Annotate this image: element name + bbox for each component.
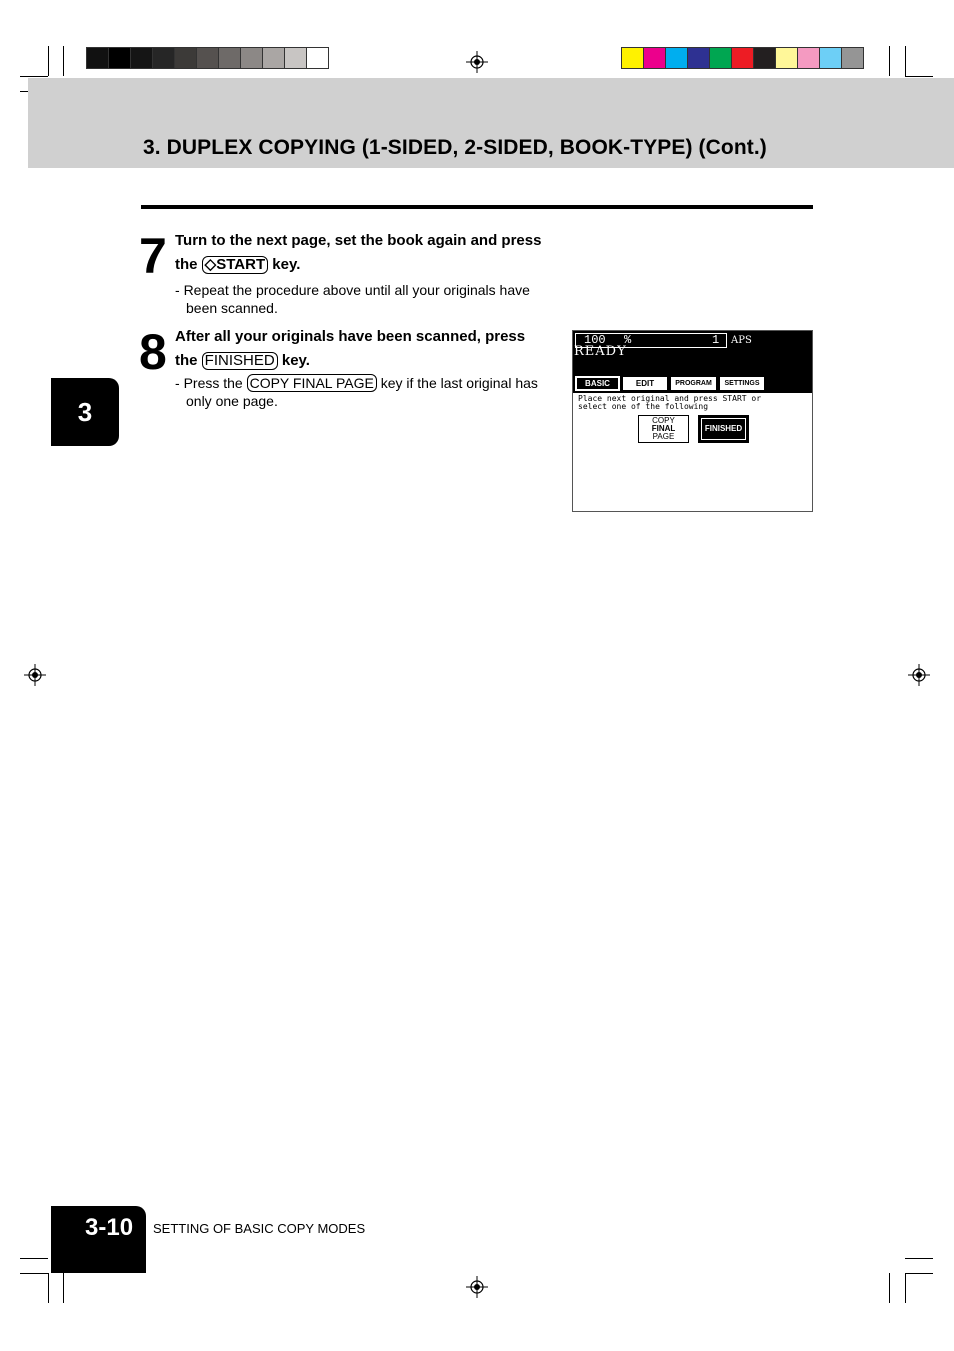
tab-edit[interactable]: EDIT xyxy=(623,377,667,390)
color-swatch xyxy=(109,48,130,68)
ready-status: READY xyxy=(574,344,627,359)
crop-mark xyxy=(20,76,48,77)
color-swatch xyxy=(175,48,196,68)
note-text: key if the last original has xyxy=(380,375,538,391)
note-text: been scanned. xyxy=(186,300,278,316)
step-title-text: After all your originals have been scanned, press xyxy=(175,328,526,345)
copy-count: 1 xyxy=(712,333,720,347)
crop-mark xyxy=(48,46,49,76)
chapter-tab: 3 xyxy=(51,378,119,446)
zoom-percent: % xyxy=(624,333,632,347)
step-note xyxy=(175,374,538,392)
footer-section-title: SETTING OF BASIC COPY MODES xyxy=(153,1221,366,1236)
crop-mark xyxy=(63,1273,64,1303)
color-swatch xyxy=(710,48,731,68)
start-key xyxy=(202,256,268,274)
bullet-dash: - xyxy=(175,282,180,298)
finished-button[interactable] xyxy=(698,415,749,443)
color-swatch xyxy=(307,48,328,68)
color-swatch xyxy=(666,48,687,68)
step-title-text: key. xyxy=(272,256,301,273)
color-swatch xyxy=(798,48,819,68)
note-text: Repeat the procedure above until all your originals have xyxy=(183,282,530,298)
crop-mark xyxy=(48,1273,49,1303)
start-key-label: START xyxy=(216,256,266,273)
color-swatch xyxy=(754,48,775,68)
crop-mark xyxy=(905,46,906,76)
color-swatch xyxy=(285,48,306,68)
step-title xyxy=(175,325,565,373)
color-swatch xyxy=(622,48,643,68)
tab-settings[interactable]: SETTINGS xyxy=(720,377,764,390)
step-title xyxy=(175,229,565,277)
registration-mark-icon xyxy=(908,664,930,686)
button-label: COPY xyxy=(652,416,675,425)
step-title-text: key. xyxy=(281,352,310,369)
zoom-value: 100 xyxy=(584,333,606,347)
control-panel-screen xyxy=(572,330,813,512)
screen-message xyxy=(578,395,761,411)
color-swatch xyxy=(842,48,863,68)
registration-mark-icon xyxy=(24,664,46,686)
crop-mark xyxy=(905,1273,906,1303)
step-title-text: the xyxy=(175,256,198,273)
note-text: Press the xyxy=(183,375,243,391)
crop-mark xyxy=(905,1273,933,1274)
bullet-dash: - xyxy=(175,375,180,391)
color-swatch xyxy=(644,48,665,68)
step-note xyxy=(175,281,530,299)
page-number: 3-10 xyxy=(51,1206,146,1273)
message-line: Place next original and press START or xyxy=(578,394,762,403)
color-swatch xyxy=(219,48,240,68)
button-label: PAGE xyxy=(652,432,675,441)
start-diamond-icon: ◇ xyxy=(204,256,217,273)
tab-program[interactable]: PROGRAM xyxy=(671,377,716,390)
crop-mark xyxy=(905,76,933,77)
color-swatch xyxy=(263,48,284,68)
copy-final-page-key: COPY FINAL PAGE xyxy=(247,374,377,392)
step-title-text: Turn to the next page, set the book again and press xyxy=(175,232,542,249)
color-swatch xyxy=(688,48,709,68)
page-title: 3. DUPLEX COPYING (1-SIDED, 2-SIDED, BOOK-TYPE) (Cont.) xyxy=(143,136,767,159)
tab-basic[interactable]: BASIC xyxy=(576,377,619,390)
color-swatch xyxy=(820,48,841,68)
crop-mark xyxy=(889,46,890,76)
crop-mark xyxy=(63,46,64,76)
crop-mark xyxy=(20,1258,48,1259)
screen-status-area xyxy=(573,331,812,393)
color-swatch xyxy=(131,48,152,68)
step-number: 7 xyxy=(139,228,165,284)
color-swatch xyxy=(153,48,174,68)
button-label: FINAL xyxy=(651,424,676,433)
step-number: 8 xyxy=(139,324,165,380)
step-title-text: the xyxy=(175,352,198,369)
title-rule xyxy=(141,205,813,209)
color-swatch xyxy=(776,48,797,68)
paper-mode: APS xyxy=(731,335,752,346)
color-swatch xyxy=(197,48,218,68)
color-swatch xyxy=(87,48,108,68)
color-swatch xyxy=(241,48,262,68)
registration-mark-icon xyxy=(466,1276,488,1298)
registration-mark-icon xyxy=(466,51,488,73)
message-line: select one of the following xyxy=(578,402,709,411)
crop-mark xyxy=(889,1273,890,1303)
button-label: FINISHED xyxy=(704,424,743,433)
copy-final-page-button[interactable] xyxy=(638,415,689,443)
note-text: only one page. xyxy=(186,393,278,409)
crop-mark xyxy=(20,1273,48,1274)
color-swatch xyxy=(732,48,753,68)
finished-key: FINISHED xyxy=(202,352,278,370)
crop-mark xyxy=(905,1258,933,1259)
